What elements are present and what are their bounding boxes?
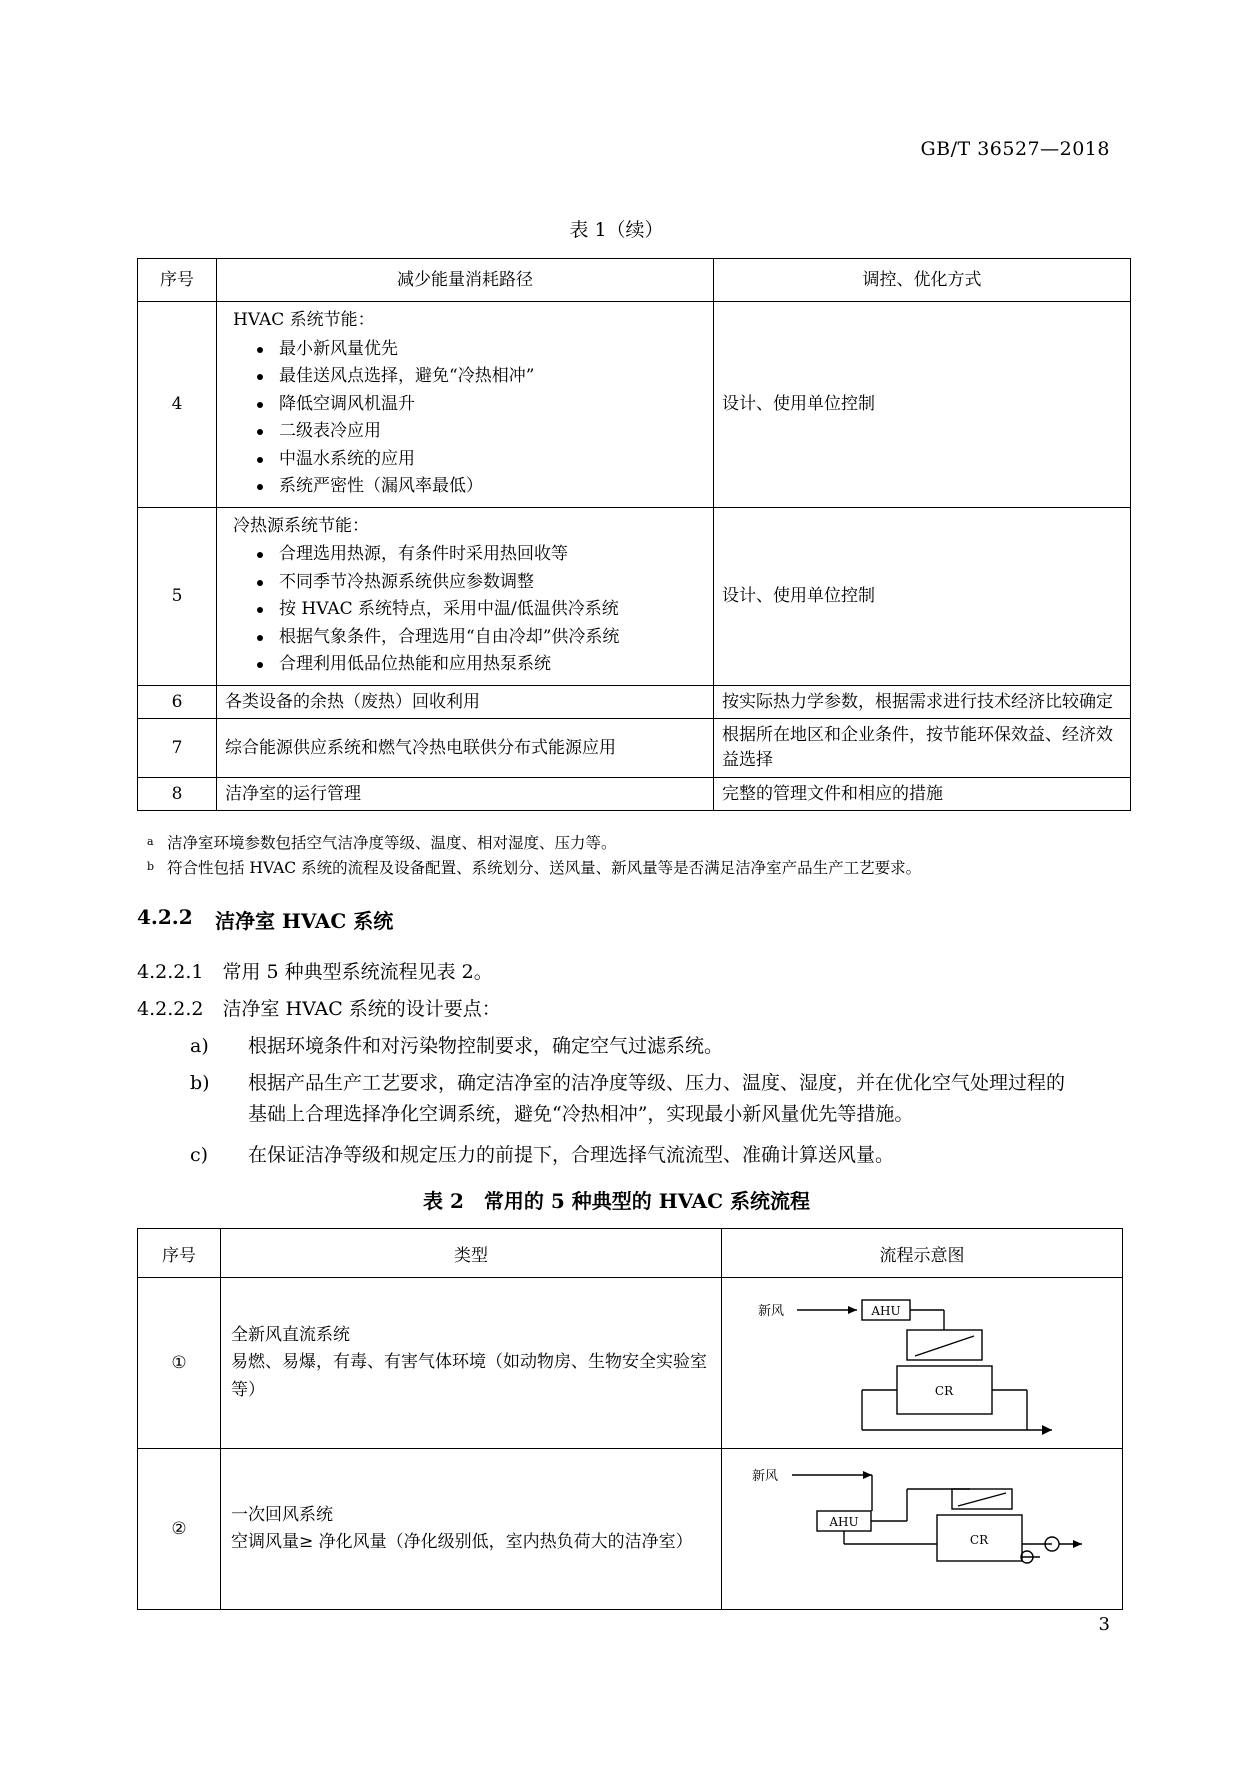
note-mark: a [147, 835, 154, 848]
table1-caption: 表 1（续） [569, 219, 664, 241]
row-mode: 完整的管理文件和相应的措施 [714, 777, 1131, 811]
fresh-air-label: 新风 [752, 1469, 779, 1484]
table-note [137, 831, 1102, 856]
col-header-path: 减少能量消耗路径 [217, 259, 714, 302]
list-item: 不同季节冷热源系统供应参数调整 [253, 569, 705, 597]
paragraph-4221: 4.2.2.1 常用 5 种典型系统流程见表 2。 [137, 961, 493, 983]
note-text: 符合性包括 HVAC 系统的流程及设备配置、系统划分、送风量、新风量等是否满足洁净室产品生产工艺要求。 [167, 858, 922, 877]
row-path-title: 冷热源系统节能： [233, 515, 369, 536]
list-item-c [190, 1140, 1080, 1171]
page-header: GB/T 36527—2018 [920, 138, 1110, 160]
list-item: 合理利用低品位热能和应用热泵系统 [253, 651, 705, 679]
col-header-type: 类型 [221, 1229, 722, 1278]
col-header-no: 序号 [138, 259, 217, 302]
table-energy-paths [137, 258, 1131, 811]
table-row [138, 507, 1131, 685]
list-text: 根据产品生产工艺要求，确定洁净室的洁净度等级、压力、温度、湿度，并在优化空气处理过程的基础上合理选择净化空调系统，避免“冷热相冲”，实现最小新风量优先等措施。 [248, 1072, 1066, 1125]
list-item: 中温水系统的应用 [253, 446, 705, 474]
list-item-b [190, 1068, 1070, 1130]
cleanroom-label: CR [969, 1533, 989, 1547]
section-number: 4.2.2 [137, 905, 193, 929]
col-header-no: 序号 [138, 1229, 221, 1278]
row-mode: 根据所在地区和企业条件，按节能环保效益、经济效益选择 [714, 719, 1131, 777]
row-no: 4 [138, 302, 217, 508]
row-type-line1: 全新风直流系统 [231, 1325, 350, 1346]
list-item: 按 HVAC 系统特点，采用中温/低温供冷系统 [253, 596, 705, 624]
row-no: 5 [138, 507, 217, 685]
table-row [138, 302, 1131, 508]
row-diagram-single-return [722, 1449, 1123, 1610]
ahu-label: AHU [871, 1304, 901, 1318]
row-bullet-list [225, 336, 705, 501]
list-label: a) [190, 1035, 209, 1057]
row-path-title: HVAC 系统节能： [233, 310, 375, 330]
table-header-row [138, 259, 1131, 302]
row-no: ① [138, 1278, 221, 1449]
note-mark: b [147, 859, 155, 873]
list-item-a [190, 1031, 1090, 1062]
flow-diagram-once-through [722, 1278, 1122, 1448]
list-item: 合理选用热源，有条件时采用热回收等 [253, 541, 705, 569]
ahu-label: AHU [829, 1515, 859, 1529]
list-item: 系统严密性（漏风率最低） [253, 473, 705, 501]
list-item: 降低空调风机温升 [253, 391, 705, 419]
list-item: 最佳送风点选择，避免“冷热相冲” [253, 363, 705, 391]
row-type [221, 1278, 722, 1449]
row-no: 8 [138, 777, 217, 811]
paragraph-4222: 4.2.2.2 洁净室 HVAC 系统的设计要点： [137, 998, 501, 1020]
table2-caption: 表 2 常用的 5 种典型的 HVAC 系统流程 [423, 1189, 810, 1213]
row-path: 综合能源供应系统和燃气冷热电联供分布式能源应用 [217, 719, 714, 777]
row-mode: 设计、使用单位控制 [714, 507, 1131, 685]
table-header-row [138, 1229, 1123, 1278]
table1-notes [137, 831, 1102, 881]
table-row [138, 1449, 1123, 1610]
flow-diagram-single-return [722, 1449, 1122, 1609]
row-mode: 设计、使用单位控制 [714, 302, 1131, 508]
cleanroom-label: CR [934, 1384, 954, 1398]
row-path [217, 507, 714, 685]
list-text: 根据环境条件和对污染物控制要求，确定空气过滤系统。 [248, 1035, 724, 1057]
row-path: 各类设备的余热（废热）回收利用 [217, 685, 714, 719]
col-header-mode: 调控、优化方式 [714, 259, 1131, 302]
row-mode: 按实际热力学参数，根据需求进行技术经济比较确定 [714, 685, 1131, 719]
list-label: c) [190, 1144, 209, 1166]
list-text: 在保证洁净等级和规定压力的前提下，合理选择气流流型、准确计算送风量。 [248, 1144, 895, 1166]
list-item: 二级表冷应用 [253, 418, 705, 446]
table-note [137, 856, 1102, 881]
list-label: b) [190, 1072, 210, 1094]
row-no: 7 [138, 719, 217, 777]
row-type [221, 1449, 722, 1610]
page-number: 3 [1098, 1614, 1110, 1635]
fresh-air-label: 新风 [758, 1304, 785, 1319]
row-path: 洁净室的运行管理 [217, 777, 714, 811]
table-row [138, 777, 1131, 811]
row-no: ② [138, 1449, 221, 1610]
row-type-line2: 易燃、易爆，有毒、有害气体环境（如动物房、生物安全实验室等） [231, 1352, 707, 1400]
col-header-diagram: 流程示意图 [722, 1229, 1123, 1278]
table-row [138, 1278, 1123, 1449]
table-row [138, 719, 1131, 777]
row-diagram-once-through [722, 1278, 1123, 1449]
row-path [217, 302, 714, 508]
row-bullet-list [225, 541, 705, 679]
list-item: 根据气象条件，合理选用“自由冷却”供冷系统 [253, 624, 705, 652]
list-item: 最小新风量优先 [253, 336, 705, 364]
table-hvac-flows [137, 1228, 1123, 1610]
section-title: 洁净室 HVAC 系统 [215, 909, 394, 933]
note-text: 洁净室环境参数包括空气洁净度等级、温度、相对湿度、压力等。 [167, 834, 617, 852]
table-row [138, 685, 1131, 719]
row-type-line1: 一次回风系统 [231, 1504, 333, 1525]
row-type-line2: 空调风量≥ 净化风量（净化级别低，室内热负荷大的洁净室） [231, 1532, 693, 1552]
row-no: 6 [138, 685, 217, 719]
